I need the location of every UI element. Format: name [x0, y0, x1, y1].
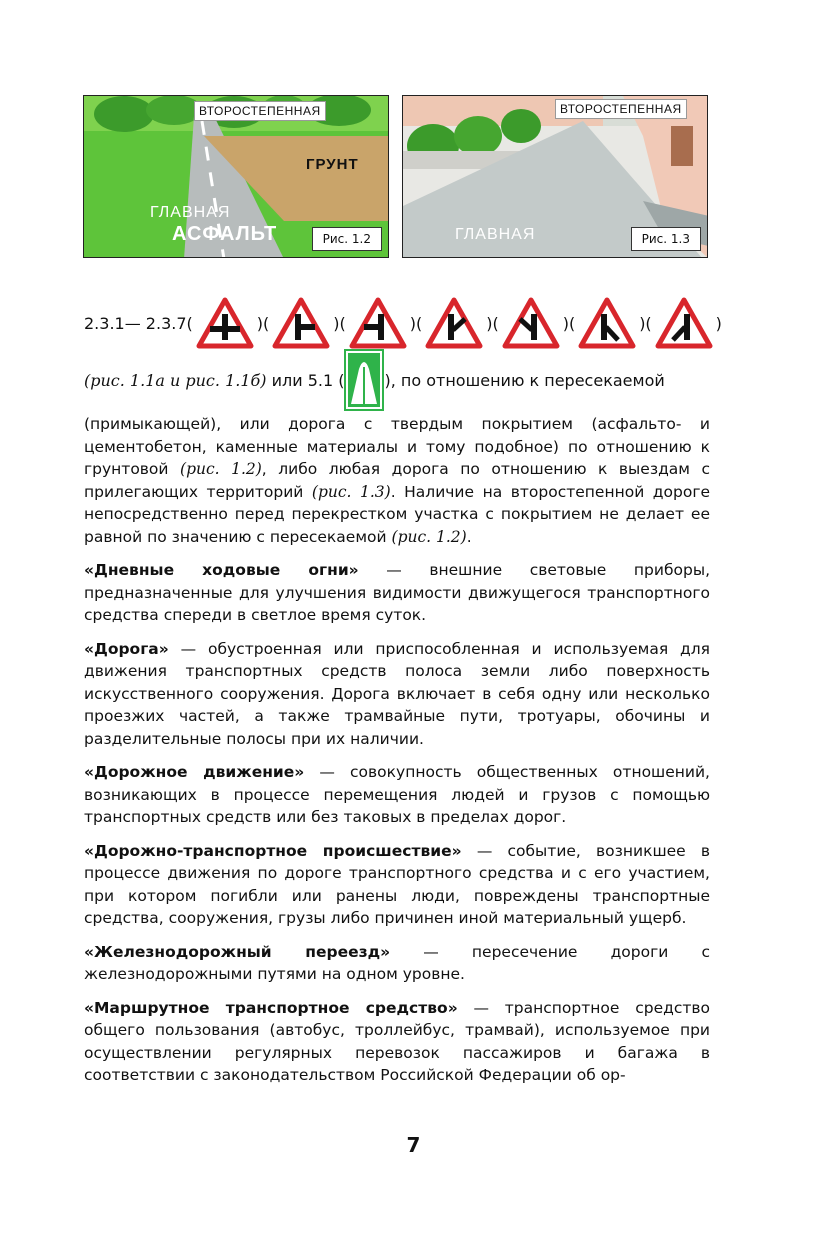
term: «Железнодорожный переезд» — [84, 942, 391, 961]
text-run: . — [466, 527, 472, 546]
definition-text: — совокупность общественных отношений, возникающих в процессе перемещения людей и грузов с помощью транспортных средств или без таковых в пределах дорог. — [84, 763, 710, 826]
callout-secondary: ВТОРОСТЕПЕННАЯ — [555, 99, 687, 119]
definition-text: — внешние световые приборы, предназначенные для улучшения видимости движущегося транспортного средства спереди в светлое время суток. — [84, 561, 710, 624]
term: «Маршрутное транспортное средство» — [84, 998, 458, 1017]
sign-2-3-6-icon — [578, 297, 636, 349]
figure-reference: (рис. 1.3) — [311, 482, 391, 501]
label-ground: ГРУНТ — [306, 156, 359, 173]
definition-accident — [84, 840, 710, 930]
line2-suffix: ), по отношению к пересекаемой — [384, 370, 665, 390]
sign-2-3-3-icon — [349, 297, 407, 349]
sign-2-3-4-icon — [425, 297, 483, 349]
text-run: (примыкающей), или дорога с твердым покрытием (асфальто- и цементобетон, каменные материалы и тому подобное) по отношению к грунтовой — [84, 415, 710, 478]
sign-2-3-7-icon — [655, 297, 713, 349]
figure-1-2 — [83, 95, 389, 258]
text-run: . Наличие на второстепенной дороге непосредственно перед перекрестком участка с покрытием не делает ее равной по значению с пересекаемой — [84, 482, 711, 546]
text-run: , либо любая дорога по отношению к выездам с прилегающих территорий — [84, 460, 711, 501]
definition-text: — событие, возникшее в процессе движения по дороге транспортного средства и с его участием, при котором погибли или ранены люди, повреждены транспортные средства, сооружения, грузы либо причинен иной материальный ущерб. — [84, 841, 711, 927]
figure-caption: Рис. 1.2 — [312, 227, 382, 251]
sign-2-3-2-icon — [272, 297, 330, 349]
label-asphalt: АСФАЛЬТ — [172, 223, 278, 245]
definition-daytime-lights — [84, 559, 710, 627]
sign-2-3-5-icon — [502, 297, 560, 349]
sign-2-3-1-icon — [196, 297, 254, 349]
signs-line: 2.3.1— 2.3.7 ( )( )( )( )( )( )( ) — [84, 293, 722, 353]
definition-text: — обустроенная или приспособленная и используемая для движения транспортных средств полоса земли либо поверхность искусственного сооружения. Дорога включает в себя одну или несколько проезжих частей, а также трамвайные пути, тротуары, обочины и разделительные полосы при их наличии. — [84, 639, 710, 748]
definition-traffic — [84, 761, 710, 829]
definition-railway-crossing — [84, 941, 710, 986]
definition-text: — пересечение дороги с железнодорожными путями на одном уровне. — [84, 942, 710, 983]
figure-reference: (рис. 1.2) — [180, 460, 262, 478]
signs-prefix: 2.3.1— 2.3.7 — [84, 313, 187, 333]
motorway-line — [84, 348, 665, 412]
definition-text: — транспортное средство общего пользования (автобус, троллейбус, трамвай), используемое при осуществлении регулярных перевозок пассажиров и багажа в соответствии с законодательством Российской Федерации об ор- — [84, 998, 710, 1084]
label-main: ГЛАВНАЯ — [150, 204, 231, 221]
line2-middle: или 5.1 ( — [266, 370, 345, 390]
figure-1-3 — [402, 95, 708, 258]
body-text — [84, 413, 710, 1098]
figure-reference: (рис. 1.2) — [391, 527, 467, 546]
paragraph-main-road — [84, 413, 710, 548]
term: «Дневные ходовые огни» — [84, 561, 359, 579]
term: «Дорожное движение» — [84, 763, 305, 781]
callout-secondary: ВТОРОСТЕПЕННАЯ — [194, 101, 326, 121]
page-number: 7 — [406, 1133, 421, 1157]
definition-road — [84, 638, 710, 751]
term: «Дорога» — [84, 639, 169, 658]
term: «Дорожно-транспортное происшествие» — [84, 841, 462, 860]
figure-reference: (рис. 1.1а и рис. 1.1б) — [84, 370, 267, 390]
sign-5-1-motorway-icon — [344, 349, 384, 411]
figure-caption: Рис. 1.3 — [631, 227, 701, 251]
label-main: ГЛАВНАЯ — [455, 226, 536, 243]
definition-route-vehicle — [84, 997, 710, 1087]
